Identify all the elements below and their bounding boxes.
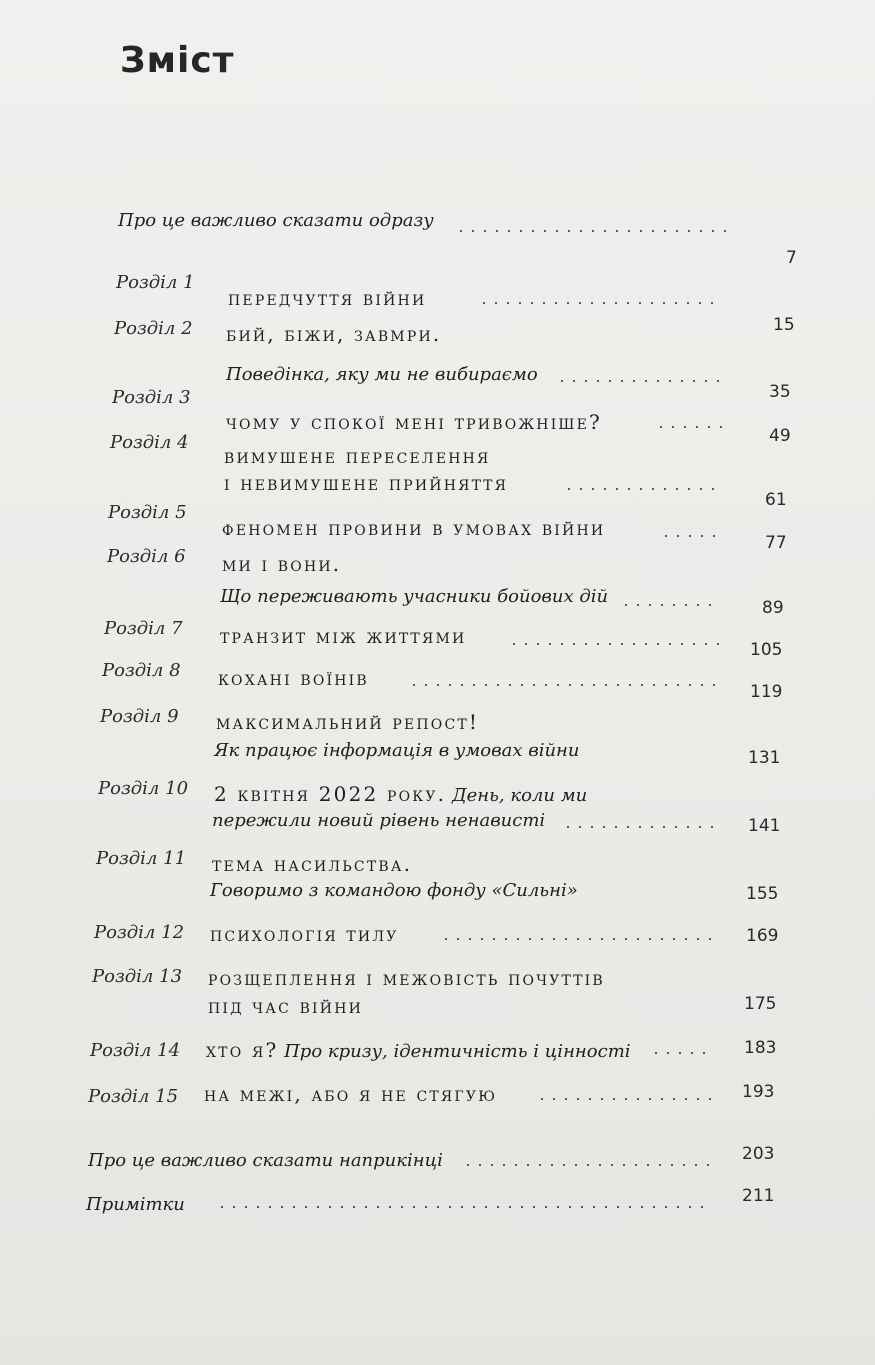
page-number: 105 (750, 640, 783, 660)
chapter-title-line-2: під час війни (208, 994, 364, 1018)
page-number: 35 (769, 382, 791, 402)
page-number: 183 (744, 1038, 777, 1058)
page-number: 77 (765, 533, 787, 553)
notes-text: Примітки (86, 1194, 185, 1215)
page-number: 175 (744, 994, 777, 1014)
leader-dots (650, 1052, 714, 1054)
page-number: 169 (746, 926, 779, 946)
chapter-title: передчуття війни (228, 286, 427, 310)
page-number: 89 (762, 598, 784, 618)
chapter-label: Розділ 6 (107, 546, 186, 567)
chapter-label: Розділ 1 (116, 272, 195, 293)
chapter-subtitle: Говоримо з командою фонду «Сильні» (210, 880, 578, 901)
chapter-subtitle: Як працює інформація в умовах війни (214, 740, 580, 761)
chapter-label: Розділ 2 (114, 318, 193, 339)
chapter-label: Розділ 14 (90, 1040, 181, 1061)
leader-dots (455, 230, 730, 232)
page-title: Зміст (120, 40, 235, 81)
page-number: 131 (748, 748, 781, 768)
leader-dots (562, 826, 718, 828)
chapter-title: вимушене переселення (224, 444, 491, 468)
chapter-label: Розділ 13 (92, 966, 183, 987)
leader-dots (462, 1164, 714, 1166)
chapter-label: Розділ 15 (88, 1086, 179, 1107)
chapter-subtitle: Поведінка, яку ми не вибираємо (226, 364, 538, 385)
chapter-label: Розділ 3 (112, 387, 191, 408)
chapter-title: максимальний репост! (216, 710, 480, 734)
leader-dots (216, 1206, 712, 1208)
page-number: 211 (742, 1186, 775, 1206)
chapter-label: Розділ 12 (94, 922, 185, 943)
chapter-subtitle: пережили новий рівень ненависті (212, 810, 546, 831)
page-number: 141 (748, 816, 781, 836)
chapter-title-line (214, 782, 587, 806)
leader-dots (660, 535, 722, 537)
chapter-title-line-2: і невимушене прийняття (224, 471, 509, 495)
leader-dots (655, 426, 725, 428)
page-number: 7 (786, 248, 797, 268)
chapter-label: Розділ 5 (108, 502, 187, 523)
chapter-label: Розділ 11 (96, 848, 187, 869)
chapter-title: тема насильства. (212, 852, 413, 876)
leader-dots (563, 488, 723, 490)
page-number: 119 (750, 682, 783, 702)
chapter-subtitle: Що переживають учасники бойових дій (220, 586, 609, 607)
page-number: 193 (742, 1082, 775, 1102)
chapter-label: Розділ 4 (110, 432, 189, 453)
page-number: 155 (746, 884, 779, 904)
chapter-title-tail: Про кризу, ідентичність і цінності (284, 1041, 631, 1062)
chapter-title: феномен провини в умовах війни (222, 516, 606, 540)
leader-dots (620, 604, 720, 606)
chapter-title: 2 квітня 2022 року. (214, 782, 447, 806)
page-number: 49 (769, 426, 791, 446)
page-number: 61 (765, 490, 787, 510)
leader-dots (508, 643, 720, 645)
chapter-title: розщеплення і межовість почуттів (208, 966, 605, 990)
chapter-label: Розділ 8 (102, 660, 181, 681)
leader-dots (408, 684, 718, 686)
leader-dots (478, 302, 723, 304)
leader-dots (556, 380, 726, 382)
chapter-label: Розділ 9 (100, 706, 179, 727)
chapter-label: Розділ 7 (104, 618, 183, 639)
page-number: 15 (773, 315, 795, 335)
chapter-title: психологія тилу (210, 922, 399, 946)
intro-text: Про це важливо сказати одразу (118, 210, 434, 231)
chapter-title: бий, біжи, завмри. (226, 322, 442, 346)
chapter-label: Розділ 10 (98, 778, 189, 799)
leader-dots (440, 938, 716, 940)
chapter-title: чому у спокої мені тривожніше? (226, 410, 602, 434)
chapter-title: на межі, або я не стягую (204, 1082, 498, 1106)
leader-dots (536, 1098, 714, 1100)
chapter-title-line (206, 1038, 631, 1062)
chapter-title: ми і вони. (222, 552, 342, 576)
chapter-title: хто я? (206, 1038, 279, 1062)
page-number: 203 (742, 1144, 775, 1164)
chapter-title: кохані воїнів (218, 666, 369, 690)
outro-text: Про це важливо сказати наприкінці (88, 1150, 443, 1171)
chapter-title: транзит між життями (220, 624, 467, 648)
chapter-title-tail: День, коли ми (451, 785, 588, 806)
